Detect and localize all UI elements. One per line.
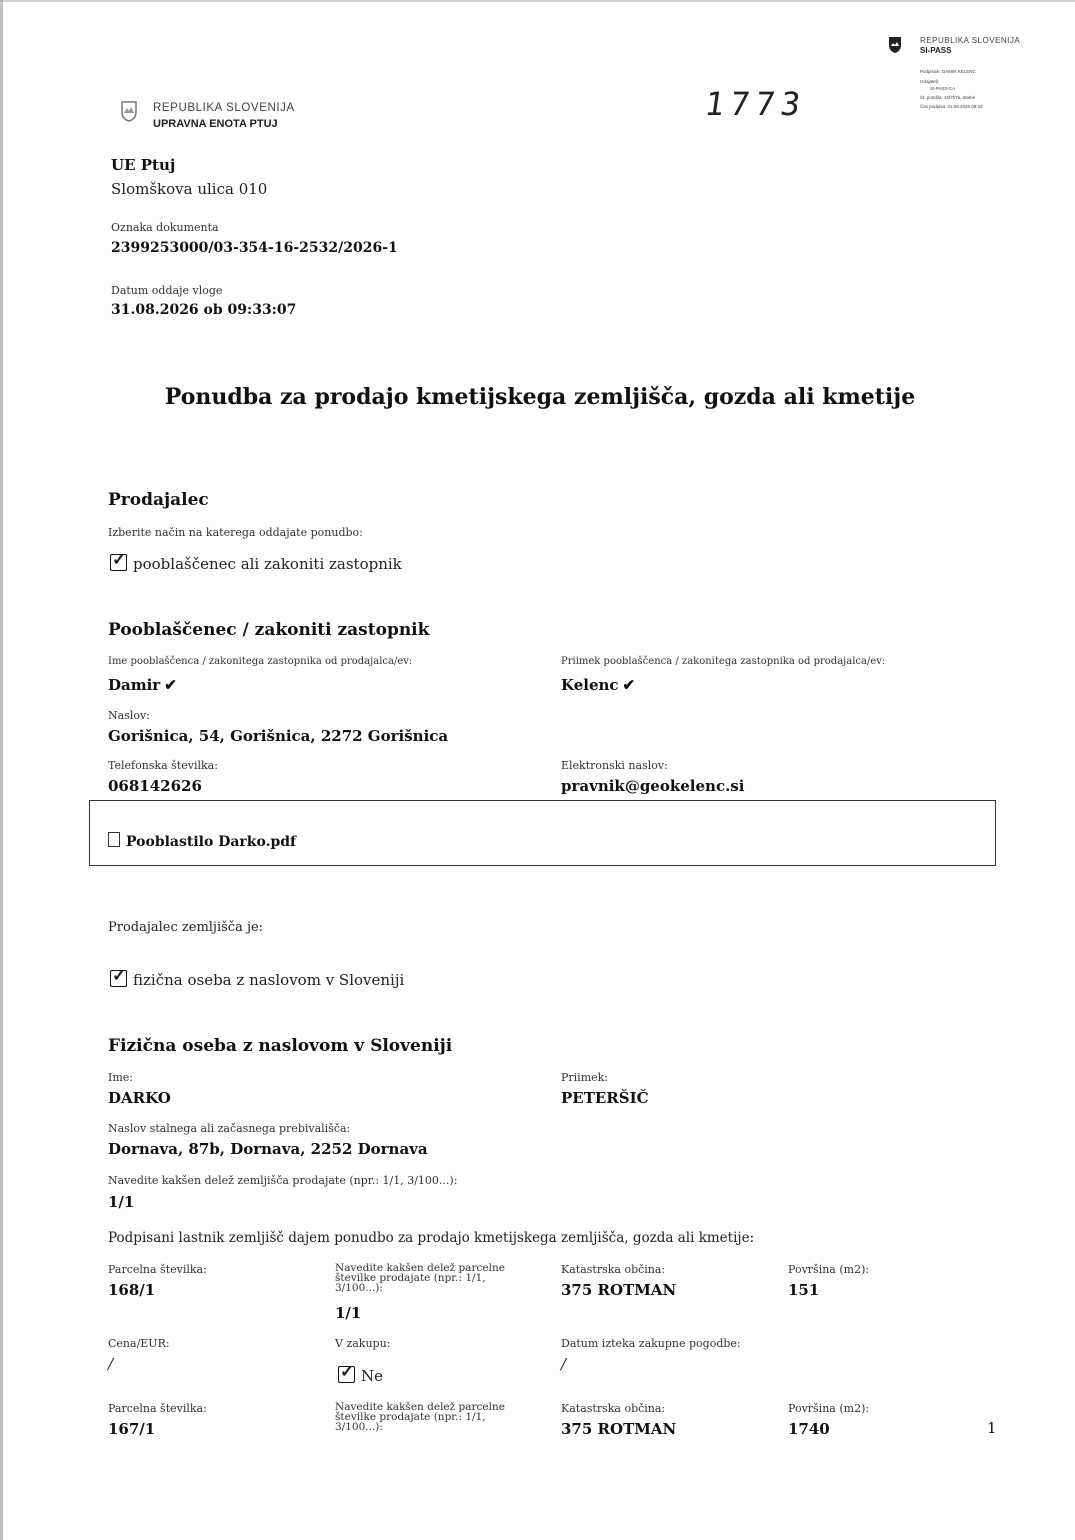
parcel-1-cadastral: 375 ROTMAN [561,1281,677,1299]
sipass-line2: SI-PASS [920,46,952,55]
parcel-1-area-label: Površina (m2): [788,1263,870,1276]
document-value: 2399253000/03-354-16-2532/2026-1 [111,240,398,256]
seller-choose-label: Izberite način na katerega oddajate ponudbo: [108,526,363,539]
person-last-name-label: Priimek: [561,1071,609,1084]
parcel-2-cadastral-label: Katastrska občina: [561,1402,666,1415]
attachment-item[interactable] [108,832,296,850]
parcel-1-lease-expiry: / [561,1355,567,1373]
page-number: 1 [987,1419,997,1437]
rep-first-name-value: Damir [108,676,161,694]
sipass-small-1: Podpisnik: DAMIR KELENC [920,69,976,74]
sipass-small-4: Št. potrdila: 15f7b7a..56ebe [920,95,976,100]
seller-type-label: Prodajalec zemljišča je: [108,920,264,935]
person-first-name: DARKO [108,1089,171,1107]
org-line2: UPRAVNA ENOTA PTUJ [153,118,278,130]
seller-type-choice-label: fizična oseba z naslovom v Sloveniji [133,971,405,989]
parcel-1-area: 151 [788,1281,820,1299]
parcel-1-lease-expiry-label: Datum izteka zakupne pogodbe: [561,1337,741,1350]
office-name: UE Ptuj [111,156,176,174]
parcel-1-number-label: Parcelna številka: [108,1263,207,1276]
sipass-shield-icon [888,36,902,54]
parcel-1-lease-value: Ne [361,1367,384,1385]
rep-first-name-label: Ime pooblaščenca / zakonitega zastopnika od prodajalca/ev: [108,656,413,667]
attachment-name: Pooblastilo Darko.pdf [126,834,297,850]
file-icon [108,832,120,847]
checkbox-checked-icon [110,970,127,987]
rep-address-label: Naslov: [108,709,150,722]
person-address-label: Naslov stalnega ali začasnega prebivališča: [108,1122,351,1135]
parcel-1-cadastral-label: Katastrska občina: [561,1263,666,1276]
submission-label: Datum oddaje vloge [111,284,223,297]
parcel-1-share: 1/1 [335,1304,362,1322]
person-share-label: Navedite kakšen delež zemljišča prodajate (npr.: 1/1, 3/100...): [108,1174,458,1187]
seller-choice-label: pooblaščenec ali zakoniti zastopnik [133,555,402,573]
parcel-1-number: 168/1 [108,1281,156,1299]
office-address: Slomškova ulica 010 [111,180,268,198]
checkmark-icon: ✔ [164,676,177,694]
parcel-1-price: / [108,1355,114,1373]
handwritten-number: 1773 [702,85,809,123]
checkbox-checked-icon [338,1366,355,1383]
sipass-small-5: Čas podpisa: 31.08.2026 09:33 [920,104,983,109]
person-share: 1/1 [108,1193,135,1211]
rep-last-name [561,676,635,694]
scan-edge-left [0,0,3,1540]
person-first-name-label: Ime: [108,1071,133,1084]
rep-email: pravnik@geokelenc.si [561,777,745,795]
parcel-1-lease [338,1366,383,1385]
page-title: Ponudba za prodajo kmetijskega zemljišča, gozda ali kmetije [164,384,916,410]
rep-email-label: Elektronski naslov: [561,759,668,772]
person-heading: Fizična oseba z naslovom v Sloveniji [108,1036,453,1056]
submission-value: 31.08.2026 ob 09:33:07 [111,302,297,318]
sipass-small-2: Izdajatelj: [920,79,940,84]
rep-last-name-label: Priimek pooblaščenca / zakonitega zastopnika od prodajalca/ev: [561,656,886,667]
rep-phone: 068142626 [108,777,202,795]
parcel-2-number: 167/1 [108,1420,156,1438]
parcel-2-area: 1740 [788,1420,830,1438]
representative-heading: Pooblaščenec / zakoniti zastopnik [108,620,430,640]
rep-phone-label: Telefonska številka: [108,759,218,772]
checkbox-checked-icon [110,554,127,571]
sipass-line1: REPUBLIKA SLOVENIJA [920,36,1021,45]
document-label: Oznaka dokumenta [111,221,219,234]
rep-first-name [108,676,177,694]
parcel-2-area-label: Površina (m2): [788,1402,870,1415]
seller-choice [110,554,402,573]
sipass-small-3: SI-PASS-CA [930,86,956,91]
scan-edge-top [0,0,1075,2]
rep-last-name-value: Kelenc [561,676,619,694]
coat-of-arms-icon [120,100,138,122]
parcel-2-cadastral: 375 ROTMAN [561,1420,677,1438]
parcel-1-share-label: Navedite kakšen delež parcelne številke prodajate (npr.: 1/1, 3/100...): [335,1262,505,1294]
checkmark-icon: ✔ [622,676,636,694]
person-address: Dornava, 87b, Dornava, 2252 Dornava [108,1140,428,1158]
org-line1: REPUBLIKA SLOVENIJA [153,102,295,114]
parcel-1-price-label: Cena/EUR: [108,1337,170,1350]
parcel-2-number-label: Parcelna številka: [108,1402,207,1415]
person-last-name: PETERŠIČ [561,1089,649,1107]
rep-address: Gorišnica, 54, Gorišnica, 2272 Gorišnica [108,727,449,745]
parcel-1-lease-label: V zakupu: [335,1337,391,1350]
seller-type-choice [110,970,404,989]
seller-heading: Prodajalec [108,490,209,510]
parcel-2-share-label: Navedite kakšen delež parcelne številke prodajate (npr.: 1/1, 3/100...): [335,1401,505,1433]
offer-statement: Podpisani lastnik zemljišč dajem ponudbo za prodajo kmetijskega zemljišča, gozda ali kmetije: [108,1230,755,1246]
